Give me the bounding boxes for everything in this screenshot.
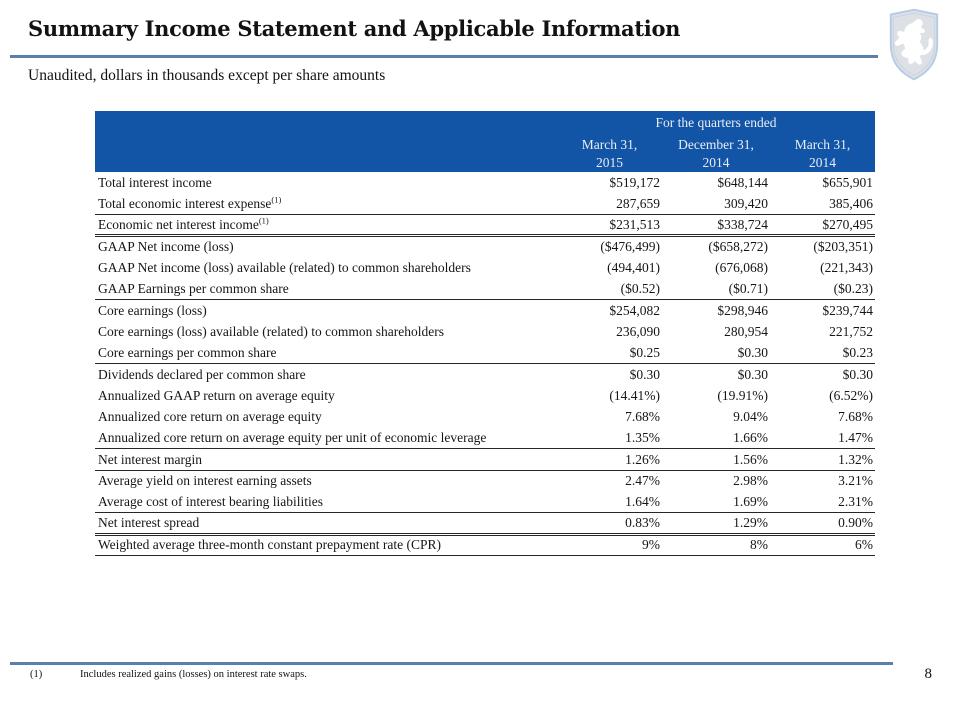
row-value: $298,946 [717, 302, 768, 318]
row-value: (494,401) [607, 259, 660, 275]
table-row [95, 300, 875, 321]
row-value: $519,172 [609, 174, 660, 190]
footnote-text: Includes realized gains (losses) on interest rate swaps. [80, 669, 307, 680]
column-header: March 31, 2015 [557, 135, 662, 172]
table-header [95, 111, 875, 172]
header-corner [95, 135, 557, 172]
row-value: 280,954 [724, 323, 768, 339]
row-value: 1.66% [662, 428, 770, 449]
row-value: 1.47% [770, 428, 875, 449]
column-header: March 31, 2014 [770, 135, 875, 172]
span-header-row [95, 111, 875, 135]
row-value: (221,343) [820, 259, 874, 275]
income-statement-table [95, 111, 875, 556]
row-value: ($0.71) [662, 278, 770, 299]
row-value: 1.26% [557, 449, 662, 470]
row-value: 2.47% [625, 473, 660, 489]
row-value: $270,495 [770, 215, 875, 236]
row-label: Net interest margin [95, 449, 557, 470]
row-value: 385,406 [770, 193, 875, 214]
row-label: GAAP Earnings per common share [95, 278, 557, 299]
row-value: ($476,499) [600, 239, 660, 255]
subtitle: Unaudited, dollars in thousands except per share amounts [28, 67, 386, 84]
column-header: December 31, 2014 [662, 135, 770, 172]
row-value: (6.52%) [829, 387, 874, 403]
row-value: 1.29% [662, 513, 770, 534]
footnote-reference: (1) [258, 215, 269, 226]
table-row [95, 406, 875, 427]
table-row [95, 278, 875, 299]
row-value: 1.64% [557, 491, 662, 512]
row-label: Average yield on interest earning assets [98, 473, 312, 489]
row-value: $648,144 [717, 174, 768, 190]
footnote [30, 669, 307, 680]
row-label: Annualized core return on average equity per unit of economic leverage [95, 428, 557, 449]
row-value: $655,901 [822, 174, 874, 190]
row-value: 0.83% [557, 513, 662, 534]
row-value: 221,752 [829, 323, 874, 339]
table-body [95, 172, 875, 555]
table-row [95, 470, 875, 491]
row-label: Dividends declared per common share [98, 366, 306, 382]
row-label: Total interest income [98, 174, 212, 190]
shield-lion-logo [885, 6, 943, 85]
table-row [95, 385, 875, 406]
row-value: 9.04% [733, 408, 768, 424]
row-label: Core earnings (loss) available (related) to common shareholders [98, 323, 445, 339]
row-label: Economic net interest income$^{(1)}$ [95, 215, 557, 236]
title-divider [10, 55, 878, 58]
row-value: 287,659 [557, 193, 662, 214]
table-row [95, 321, 875, 342]
row-value: ($0.23) [770, 278, 875, 299]
row-value: $0.30 [737, 366, 768, 382]
row-value: $231,513 [557, 215, 662, 236]
row-value: $338,724 [662, 215, 770, 236]
row-value: $254,082 [609, 302, 660, 318]
row-value: 309,420 [662, 193, 770, 214]
table-row [95, 236, 875, 257]
row-value: ($658,272) [708, 239, 768, 255]
page-title: Summary Income Statement and Applicable Information [28, 16, 681, 41]
row-value: $0.30 [842, 366, 874, 382]
table-row [95, 342, 875, 363]
row-value: $239,744 [822, 302, 874, 318]
row-value: ($0.52) [557, 278, 662, 299]
table-row [95, 491, 875, 512]
header-corner [95, 111, 557, 135]
row-value: 2.98% [733, 473, 768, 489]
row-value: 236,090 [616, 323, 660, 339]
row-value: (19.91%) [717, 387, 768, 403]
row-value: 1.35% [557, 428, 662, 449]
row-label: Core earnings (loss) [98, 302, 207, 318]
page-number: 8 [924, 666, 932, 682]
row-label: GAAP Net income (loss) [98, 239, 234, 255]
row-value: $0.30 [662, 342, 770, 363]
row-value: 9% [557, 534, 662, 555]
row-label: Total economic interest expense$^{(1)}$ [95, 193, 557, 214]
row-value: 1.56% [662, 449, 770, 470]
footnote-marker: (1) [30, 669, 43, 680]
row-label: Core earnings per common share [95, 342, 557, 363]
row-value: 6% [770, 534, 875, 555]
quarters-ended-header: For the quarters ended [557, 111, 875, 135]
row-value: 0.90% [770, 513, 875, 534]
table-row [95, 257, 875, 278]
table-row [95, 364, 875, 385]
footer-divider [10, 662, 893, 665]
row-value: 7.68% [625, 408, 660, 424]
row-value: 8% [662, 534, 770, 555]
row-label: Annualized core return on average equity [98, 408, 322, 424]
row-value: ($203,351) [813, 239, 874, 255]
row-value: 1.32% [770, 449, 875, 470]
row-value: 1.69% [662, 491, 770, 512]
table-row [95, 172, 875, 193]
table-row [95, 193, 875, 214]
table-row [95, 513, 875, 534]
footnote-reference: (1) [271, 194, 282, 205]
row-label: Annualized GAAP return on average equity [98, 387, 335, 403]
row-label: GAAP Net income (loss) available (related) to common shareholders [98, 259, 471, 275]
row-value: 3.21% [838, 473, 874, 489]
row-value: 7.68% [838, 408, 874, 424]
row-value: $0.25 [557, 342, 662, 363]
row-label: Net interest spread [95, 513, 557, 534]
row-label: Average cost of interest bearing liabilities [95, 491, 557, 512]
row-value: (14.41%) [609, 387, 660, 403]
row-value: (676,068) [715, 259, 768, 275]
table-row [95, 215, 875, 236]
table-row [95, 534, 875, 555]
table-row [95, 428, 875, 449]
column-header-row [95, 135, 875, 172]
table-row [95, 449, 875, 470]
row-label: Weighted average three-month constant prepayment rate (CPR) [95, 534, 557, 555]
row-value: 2.31% [770, 491, 875, 512]
row-value: $0.30 [629, 366, 660, 382]
row-value: $0.23 [770, 342, 875, 363]
